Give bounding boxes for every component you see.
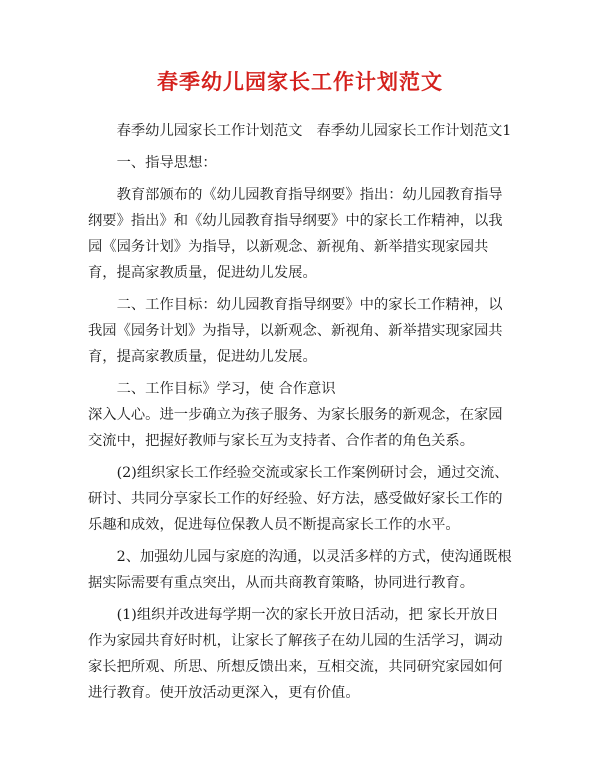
heading-guiding-thought: 一、指导思想： [116, 155, 217, 171]
paragraph-guiding-thought: 教育部颁布的《幼儿园教育指导纲要》指出：幼儿园教育指导纲要》指出》和《幼儿园教育指导纲要》中的家长工作精神，以我园《园务计划》为指导，以新观念、新视角、新举措实现家园共育，提高家教质量，促进幼儿发展。 [88, 187, 503, 281]
subtitle-part-b: 春季幼儿园家长工作计划范文1 [316, 123, 512, 139]
page-title: 春季幼儿园家长工作计划范文 [157, 70, 443, 94]
paragraph-experience-exchange: (2)组织家长工作经验交流或家长工作案例研讨会，通过交流、研讨、共同分享家长工作的好经验、好方法，感受做好家长工作的乐趣和成效，促进每位保教人员不断提高家长工作的水平。 [88, 465, 509, 533]
document-subtitle [88, 118, 512, 144]
paragraph-work-goal: 二、工作目标：幼儿园教育指导纲要》中的家长工作精神，以我园《园务计划》为指导，以新观念、新视角、新举措实现家园共育，提高家教质量，促进幼儿发展。 [88, 297, 503, 365]
paragraph-work-goal-study: 二、工作目标》学习，使 合作意识 [116, 381, 336, 397]
subtitle-part-a: 春季幼儿园家长工作计划范文 [116, 123, 303, 139]
paragraph-communication: 2、加强幼儿园与家庭的沟通，以灵活多样的方式，使沟通既根据实际需要有重点突出，从而共商教育策略，协同进行教育。 [88, 549, 512, 591]
paragraph-open-day: (1)组织并改进每学期一次的家长开放日活动，把 家长开放日作为家园共育好时机，让家长了解孩子在幼儿园的生活学习，调动家长把所观、所思、所想反馈出来，互相交流，共同研究家园如何进行教育。使开放活动更深入，更有价值。 [88, 607, 503, 701]
document-body [88, 118, 512, 706]
paragraph-service-concept: 深入人心。进一步确立为孩子服务、为家长服务的新观念，在家园交流中，把握好教师与家长互为支持者、合作者的角色关系。 [88, 407, 503, 449]
